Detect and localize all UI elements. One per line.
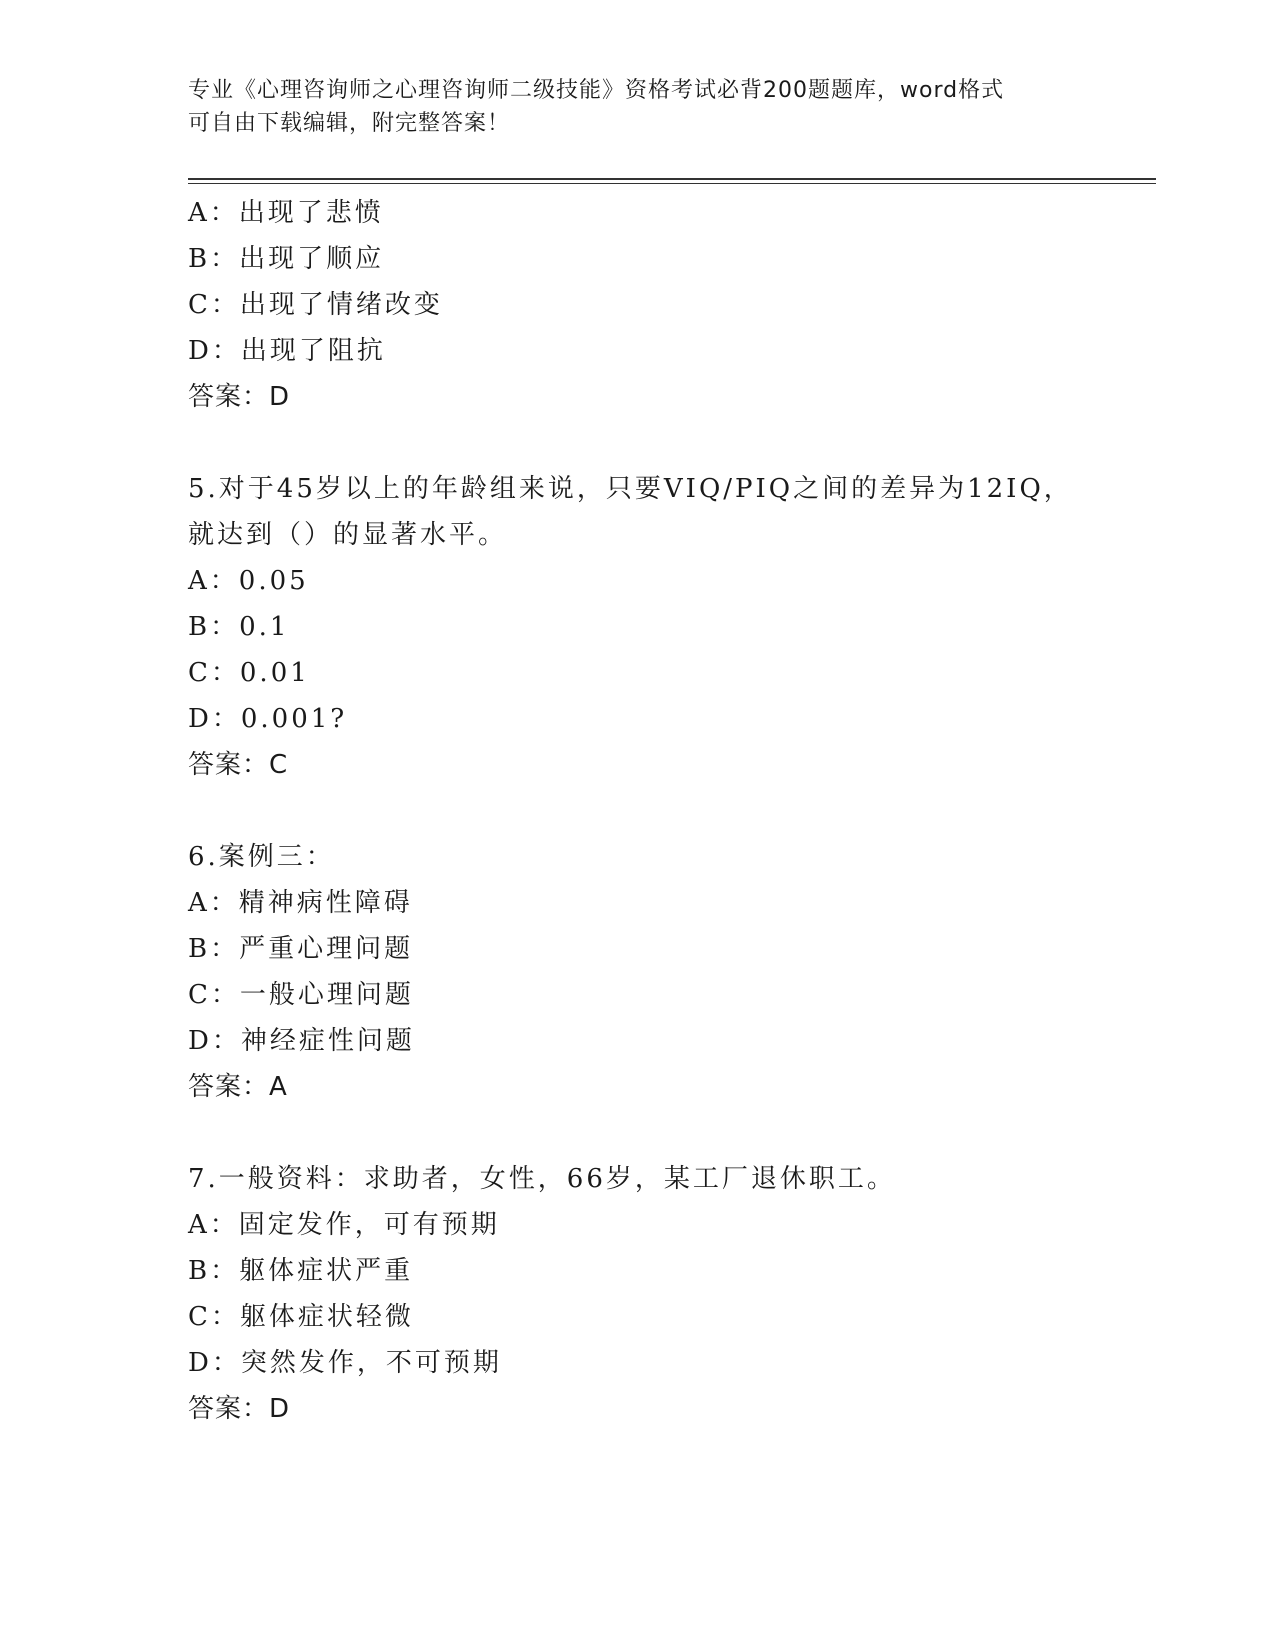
header-rule-thin [188, 183, 1156, 184]
option-d: D：神经症性问题 [188, 1026, 415, 1056]
option-b: B：出现了顺应 [188, 244, 385, 274]
answer: 答案：D [188, 382, 291, 412]
question-stem: 6.案例三： [188, 842, 335, 872]
header-line-1: 专业《心理咨询师之心理咨询师二级技能》资格考试必背200题题库，word格式 [188, 78, 1005, 103]
option-a: A：出现了悲愤 [188, 198, 384, 228]
answer: 答案：C [188, 750, 289, 780]
document-header [188, 74, 1068, 140]
option-a: A：固定发作，可有预期 [188, 1210, 500, 1240]
question-4 [188, 190, 1088, 420]
header-rule-thick [188, 178, 1156, 180]
option-b: B：严重心理问题 [188, 934, 414, 964]
option-b: B：0.1 [188, 612, 290, 642]
question-6 [188, 834, 1088, 1110]
option-d: D：突然发作，不可预期 [188, 1348, 502, 1378]
question-stem: 5.对于45岁以上的年龄组来说，只要VIQ/PIQ之间的差异为12IQ， [188, 474, 1073, 504]
answer: 答案：D [188, 1394, 291, 1424]
answer: 答案：A [188, 1072, 288, 1102]
option-d: D：出现了阻抗 [188, 336, 386, 366]
option-c: C：0.01 [188, 658, 310, 688]
option-d: D：0.001? [188, 704, 348, 734]
option-b: B：躯体症状严重 [188, 1256, 414, 1286]
question-stem: 7.一般资料：求助者，女性，66岁，某工厂退休职工。 [188, 1164, 896, 1194]
option-c: C：出现了情绪改变 [188, 290, 443, 320]
question-list [188, 190, 1088, 1432]
option-a: A：精神病性障碍 [188, 888, 413, 918]
header-line-2: 可自由下载编辑，附完整答案！ [188, 111, 511, 136]
question-5 [188, 466, 1088, 788]
option-c: C：躯体症状轻微 [188, 1302, 414, 1332]
option-a: A：0.05 [188, 566, 309, 596]
question-stem-continued: 就达到（）的显著水平。 [188, 520, 508, 550]
option-c: C：一般心理问题 [188, 980, 414, 1010]
question-7 [188, 1156, 1088, 1432]
